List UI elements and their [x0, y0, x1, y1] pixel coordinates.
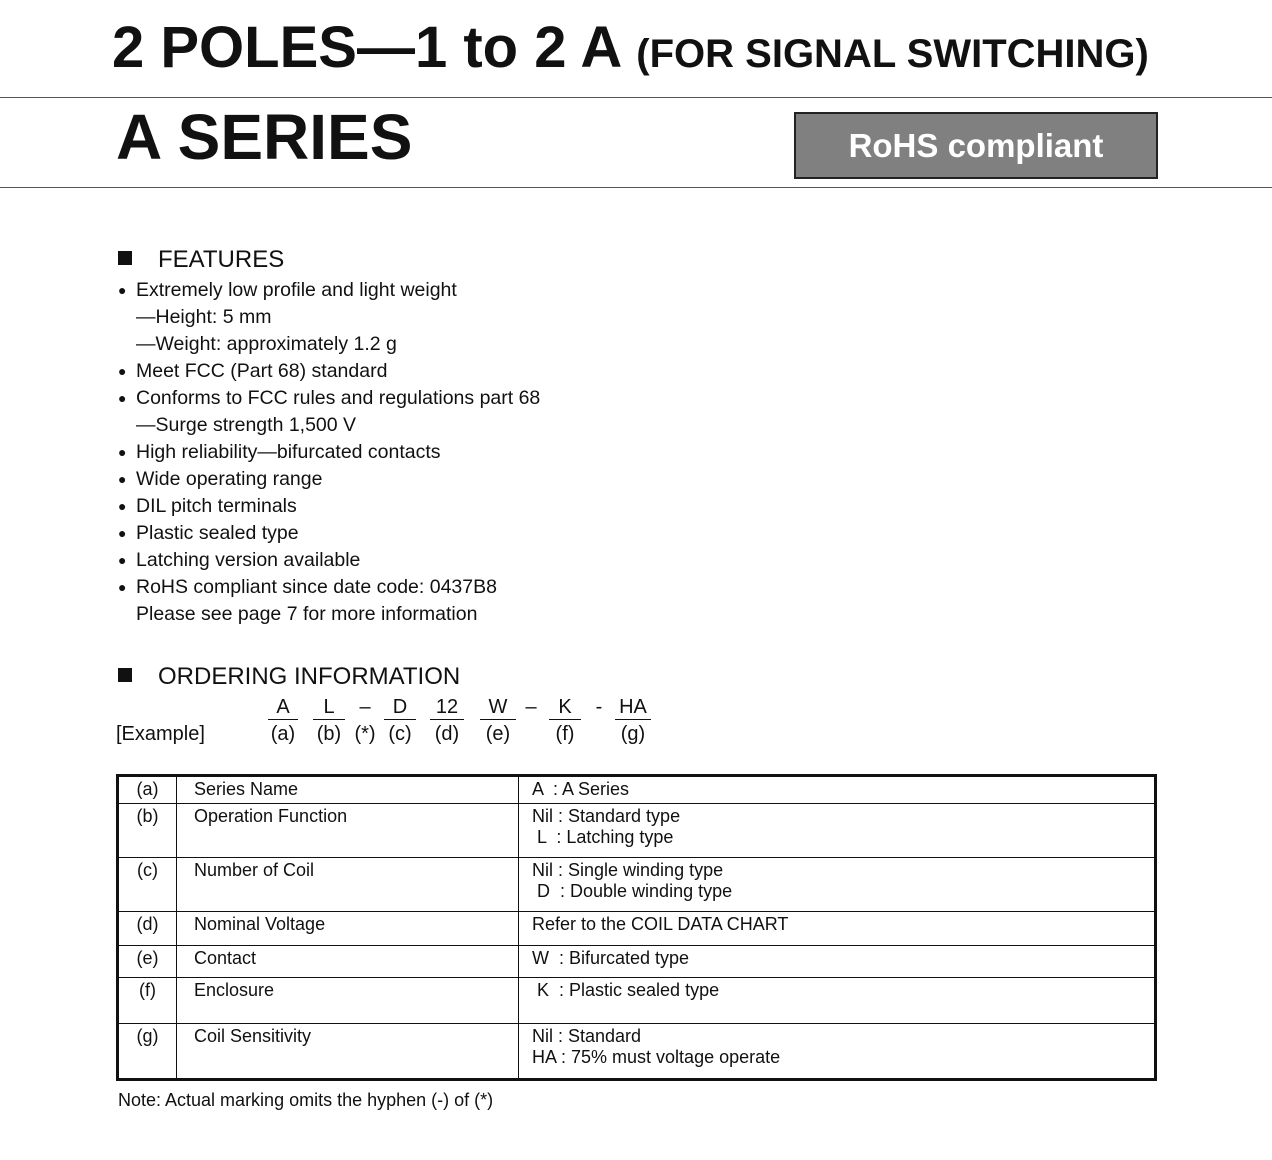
row-key: (b)	[118, 804, 177, 858]
row-key: (d)	[118, 912, 177, 946]
description-line: Nil : Standard	[532, 1026, 642, 1046]
ordering-heading	[118, 663, 460, 691]
table-row	[118, 1024, 1156, 1080]
description-line: K : Plastic sealed type	[532, 980, 720, 1000]
header-rule-bottom	[0, 187, 1272, 188]
feature-text: DIL pitch terminals	[136, 495, 297, 517]
feature-line	[118, 277, 540, 304]
label-d: (d)	[434, 723, 460, 745]
square-bullet-icon	[118, 668, 132, 682]
row-description	[519, 946, 1156, 978]
feature-line	[118, 601, 540, 628]
feature-line	[118, 574, 540, 601]
bullet-dot-icon: ●	[118, 579, 127, 595]
footnote: Note: Actual marking omits the hyphen (-) of (*)	[118, 1090, 494, 1110]
page-title	[112, 14, 1149, 81]
feature-line	[118, 304, 540, 331]
code-g: HA	[615, 696, 651, 720]
table-row	[118, 946, 1156, 978]
feature-text: —Weight: approximately 1.2 g	[136, 333, 397, 355]
features-heading	[118, 246, 284, 274]
ordering-table	[116, 774, 1157, 1081]
feature-line	[118, 331, 540, 358]
feature-line	[118, 358, 540, 385]
row-name: Nominal Voltage	[177, 912, 519, 946]
feature-text: Extremely low profile and light weight	[136, 279, 457, 301]
feature-text: RoHS compliant since date code: 0437B8	[136, 576, 497, 598]
feature-text: Conforms to FCC rules and regulations part 68	[136, 387, 541, 409]
row-description	[519, 858, 1156, 912]
rohs-badge: RoHS compliant	[794, 112, 1158, 179]
title-main-text: 2 POLES—1 to 2 A	[112, 15, 621, 80]
row-key: (a)	[118, 776, 177, 804]
feature-text: —Surge strength 1,500 V	[136, 414, 357, 436]
row-description	[519, 804, 1156, 858]
row-key: (g)	[118, 1024, 177, 1080]
feature-text: Plastic sealed type	[136, 522, 299, 544]
row-description	[519, 912, 1156, 946]
row-name: Contact	[177, 946, 519, 978]
feature-line	[118, 493, 540, 520]
label-e: (e)	[485, 723, 511, 745]
feature-line	[118, 412, 540, 439]
row-key: (c)	[118, 858, 177, 912]
label-f: (f)	[555, 723, 575, 745]
row-key: (f)	[118, 978, 177, 1024]
description-line: D : Double winding type	[532, 881, 733, 901]
row-key: (e)	[118, 946, 177, 978]
features-heading-text: FEATURES	[158, 246, 285, 273]
feature-text: Wide operating range	[136, 468, 323, 490]
feature-text: Meet FCC (Part 68) standard	[136, 360, 388, 382]
example-label: [Example]	[116, 723, 205, 745]
feature-line	[118, 547, 540, 574]
table-row	[118, 804, 1156, 858]
row-name: Coil Sensitivity	[177, 1024, 519, 1080]
description-line: HA : 75% must voltage operate	[532, 1047, 781, 1067]
description-line: A : A Series	[532, 779, 630, 799]
label-g: (g)	[620, 723, 646, 745]
feature-text: Please see page 7 for more information	[136, 603, 478, 625]
label-c: (c)	[388, 723, 412, 745]
code-dash-3: -	[595, 696, 603, 718]
table-row	[118, 912, 1156, 946]
features-list	[118, 277, 540, 628]
series-title: A SERIES	[116, 101, 413, 173]
code-f: K	[549, 696, 581, 720]
bullet-dot-icon: ●	[118, 552, 127, 568]
description-line: L : Latching type	[532, 827, 674, 847]
feature-text: High reliability—bifurcated contacts	[136, 441, 441, 463]
code-d: 12	[430, 696, 464, 720]
bullet-dot-icon: ●	[118, 282, 127, 298]
feature-line	[118, 466, 540, 493]
square-bullet-icon	[118, 251, 132, 265]
table-row	[118, 776, 1156, 804]
code-dash-1: –	[359, 696, 371, 718]
label-b: (b)	[316, 723, 342, 745]
row-name: Number of Coil	[177, 858, 519, 912]
feature-line	[118, 520, 540, 547]
label-a: (a)	[270, 723, 296, 745]
table-row	[118, 858, 1156, 912]
bullet-dot-icon: ●	[118, 525, 127, 541]
code-b: L	[313, 696, 345, 720]
bullet-dot-icon: ●	[118, 498, 127, 514]
code-c: D	[384, 696, 416, 720]
description-line: Refer to the COIL DATA CHART	[532, 914, 789, 934]
bullet-dot-icon: ●	[118, 471, 127, 487]
row-name: Enclosure	[177, 978, 519, 1024]
feature-line	[118, 385, 540, 412]
bullet-dot-icon: ●	[118, 390, 127, 406]
bullet-dot-icon: ●	[118, 363, 127, 379]
row-name: Series Name	[177, 776, 519, 804]
code-e: W	[480, 696, 516, 720]
bullet-dot-icon: ●	[118, 444, 127, 460]
feature-text: —Height: 5 mm	[136, 306, 272, 328]
code-dash-2: –	[525, 696, 537, 718]
row-description	[519, 776, 1156, 804]
label-star: (*)	[354, 723, 376, 745]
feature-line	[118, 439, 540, 466]
table-row	[118, 978, 1156, 1024]
description-line: W : Bifurcated type	[532, 948, 690, 968]
description-line: Nil : Standard type	[532, 806, 681, 826]
feature-text: Latching version available	[136, 549, 361, 571]
ordering-heading-text: ORDERING INFORMATION	[158, 663, 461, 690]
title-suffix: (FOR SIGNAL SWITCHING)	[636, 32, 1149, 76]
description-line: Nil : Single winding type	[532, 860, 724, 880]
row-description	[519, 1024, 1156, 1080]
header-rule-top	[0, 97, 1272, 98]
row-name: Operation Function	[177, 804, 519, 858]
row-description	[519, 978, 1156, 1024]
code-a: A	[268, 696, 298, 720]
